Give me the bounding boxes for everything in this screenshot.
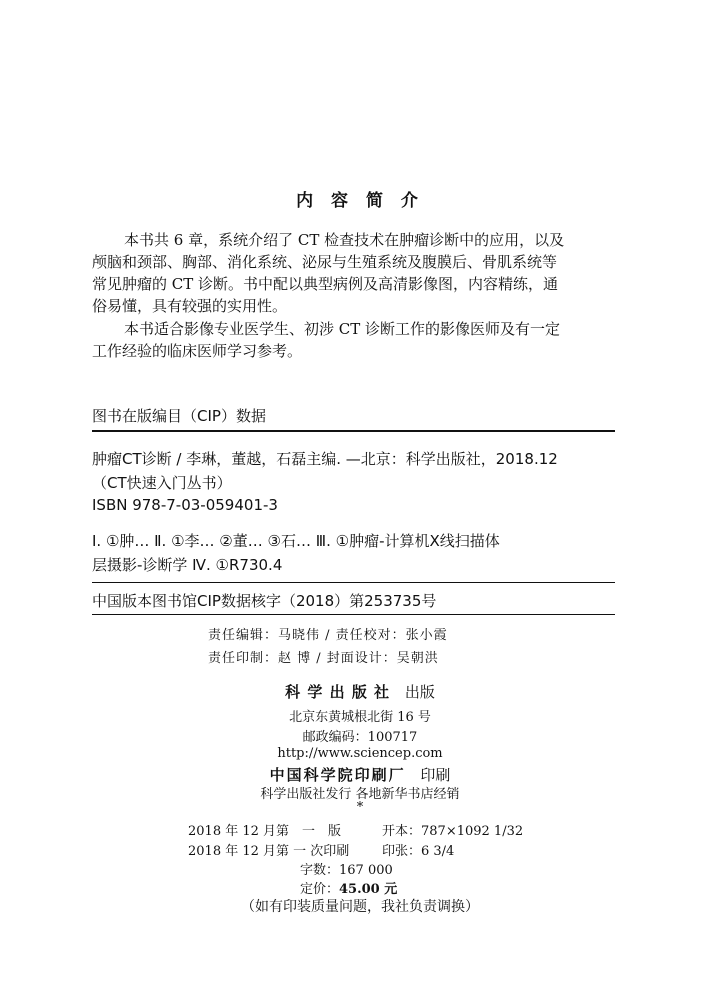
cip-bottom-rule bbox=[92, 614, 615, 615]
publisher-line bbox=[0, 681, 720, 702]
cip-class-line2: 层摄影-诊断学 Ⅳ. ①R730.4 bbox=[92, 556, 283, 574]
publisher-postcode: 邮政编码：100717 bbox=[302, 730, 418, 745]
summary-para1-line3: 常见肿瘤的 CT 诊断。书中配以典型病例及高清影像图，内容精练，通 bbox=[92, 275, 559, 293]
cip-top-rule bbox=[92, 430, 615, 432]
cip-class-line1: Ⅰ. ①肿… Ⅱ. ①李… ②董… ③石… Ⅲ. ①肿瘤-计算机X线扫描体 bbox=[92, 532, 500, 550]
summary-para2-line1: 本书适合影像专业医学生、初涉 CT 诊断工作的影像医师及有一定 bbox=[124, 320, 561, 338]
summary-para1-line4: 俗易懂，具有较强的实用性。 bbox=[92, 297, 288, 315]
publisher-address: 北京东黄城根北街 16 号 bbox=[289, 710, 431, 725]
printer-role: 印刷 bbox=[420, 766, 451, 784]
edition-row2-left: 2018 年 12 月第 一 次印刷 bbox=[188, 844, 350, 859]
credits-line1: 责任编辑：马晓伟 / 责任校对：张小霞 bbox=[208, 628, 448, 643]
edition-row1-right: 开本：787×1092 1/32 bbox=[382, 824, 524, 839]
price-line bbox=[300, 878, 397, 897]
credits-line2: 责任印制：赵 博 / 封面设计：吴朝洪 bbox=[208, 651, 439, 666]
summary-para1-line2: 颅脑和颈部、胸部、消化系统、泌尿与生殖系统及腹膜后、骨肌系统等 bbox=[92, 253, 558, 271]
distribution-line: 科学出版社发行 各地新华书店经销 bbox=[260, 787, 460, 802]
edition-row1-left: 2018 年 12 月第 一 版 bbox=[188, 824, 342, 839]
word-count: 字数：167 000 bbox=[300, 863, 393, 878]
publisher-role: 出版 bbox=[404, 683, 435, 701]
cip-verify-number: 中国版本图书馆CIP数据核字（2018）第253735号 bbox=[92, 592, 437, 610]
price-label: 定价： bbox=[300, 882, 340, 897]
edition-row2-right: 印张：6 3/4 bbox=[382, 844, 455, 859]
cip-title-line: 肿瘤CT诊断 / 李琳，董越，石磊主编. —北京：科学出版社，2018.12 bbox=[92, 450, 558, 468]
publisher-name: 科 学 出 版 社 bbox=[285, 683, 391, 701]
cip-heading: 图书在版编目（CIP）数据 bbox=[92, 407, 266, 425]
publisher-url: http://www.sciencep.com bbox=[277, 746, 443, 761]
printer-name: 中国科学院印刷厂 bbox=[269, 766, 406, 784]
summary-para2-line2: 工作经验的临床医师学习参考。 bbox=[92, 342, 303, 360]
summary-para1-line1: 本书共 6 章，系统介绍了 CT 检查技术在肿瘤诊断中的应用，以及 bbox=[124, 231, 565, 249]
printer-line bbox=[0, 764, 720, 785]
summary-title: 内 容 简 介 bbox=[296, 191, 424, 211]
price-value: 45.00 元 bbox=[339, 882, 398, 897]
cip-series-line: （CT快速入门丛书） bbox=[92, 474, 232, 492]
separator-star: * bbox=[356, 800, 364, 815]
cip-isbn: ISBN 978-7-03-059401-3 bbox=[92, 496, 278, 514]
quality-notice: （如有印装质量问题，我社负责调换） bbox=[241, 899, 479, 915]
cip-mid-rule bbox=[92, 582, 615, 583]
